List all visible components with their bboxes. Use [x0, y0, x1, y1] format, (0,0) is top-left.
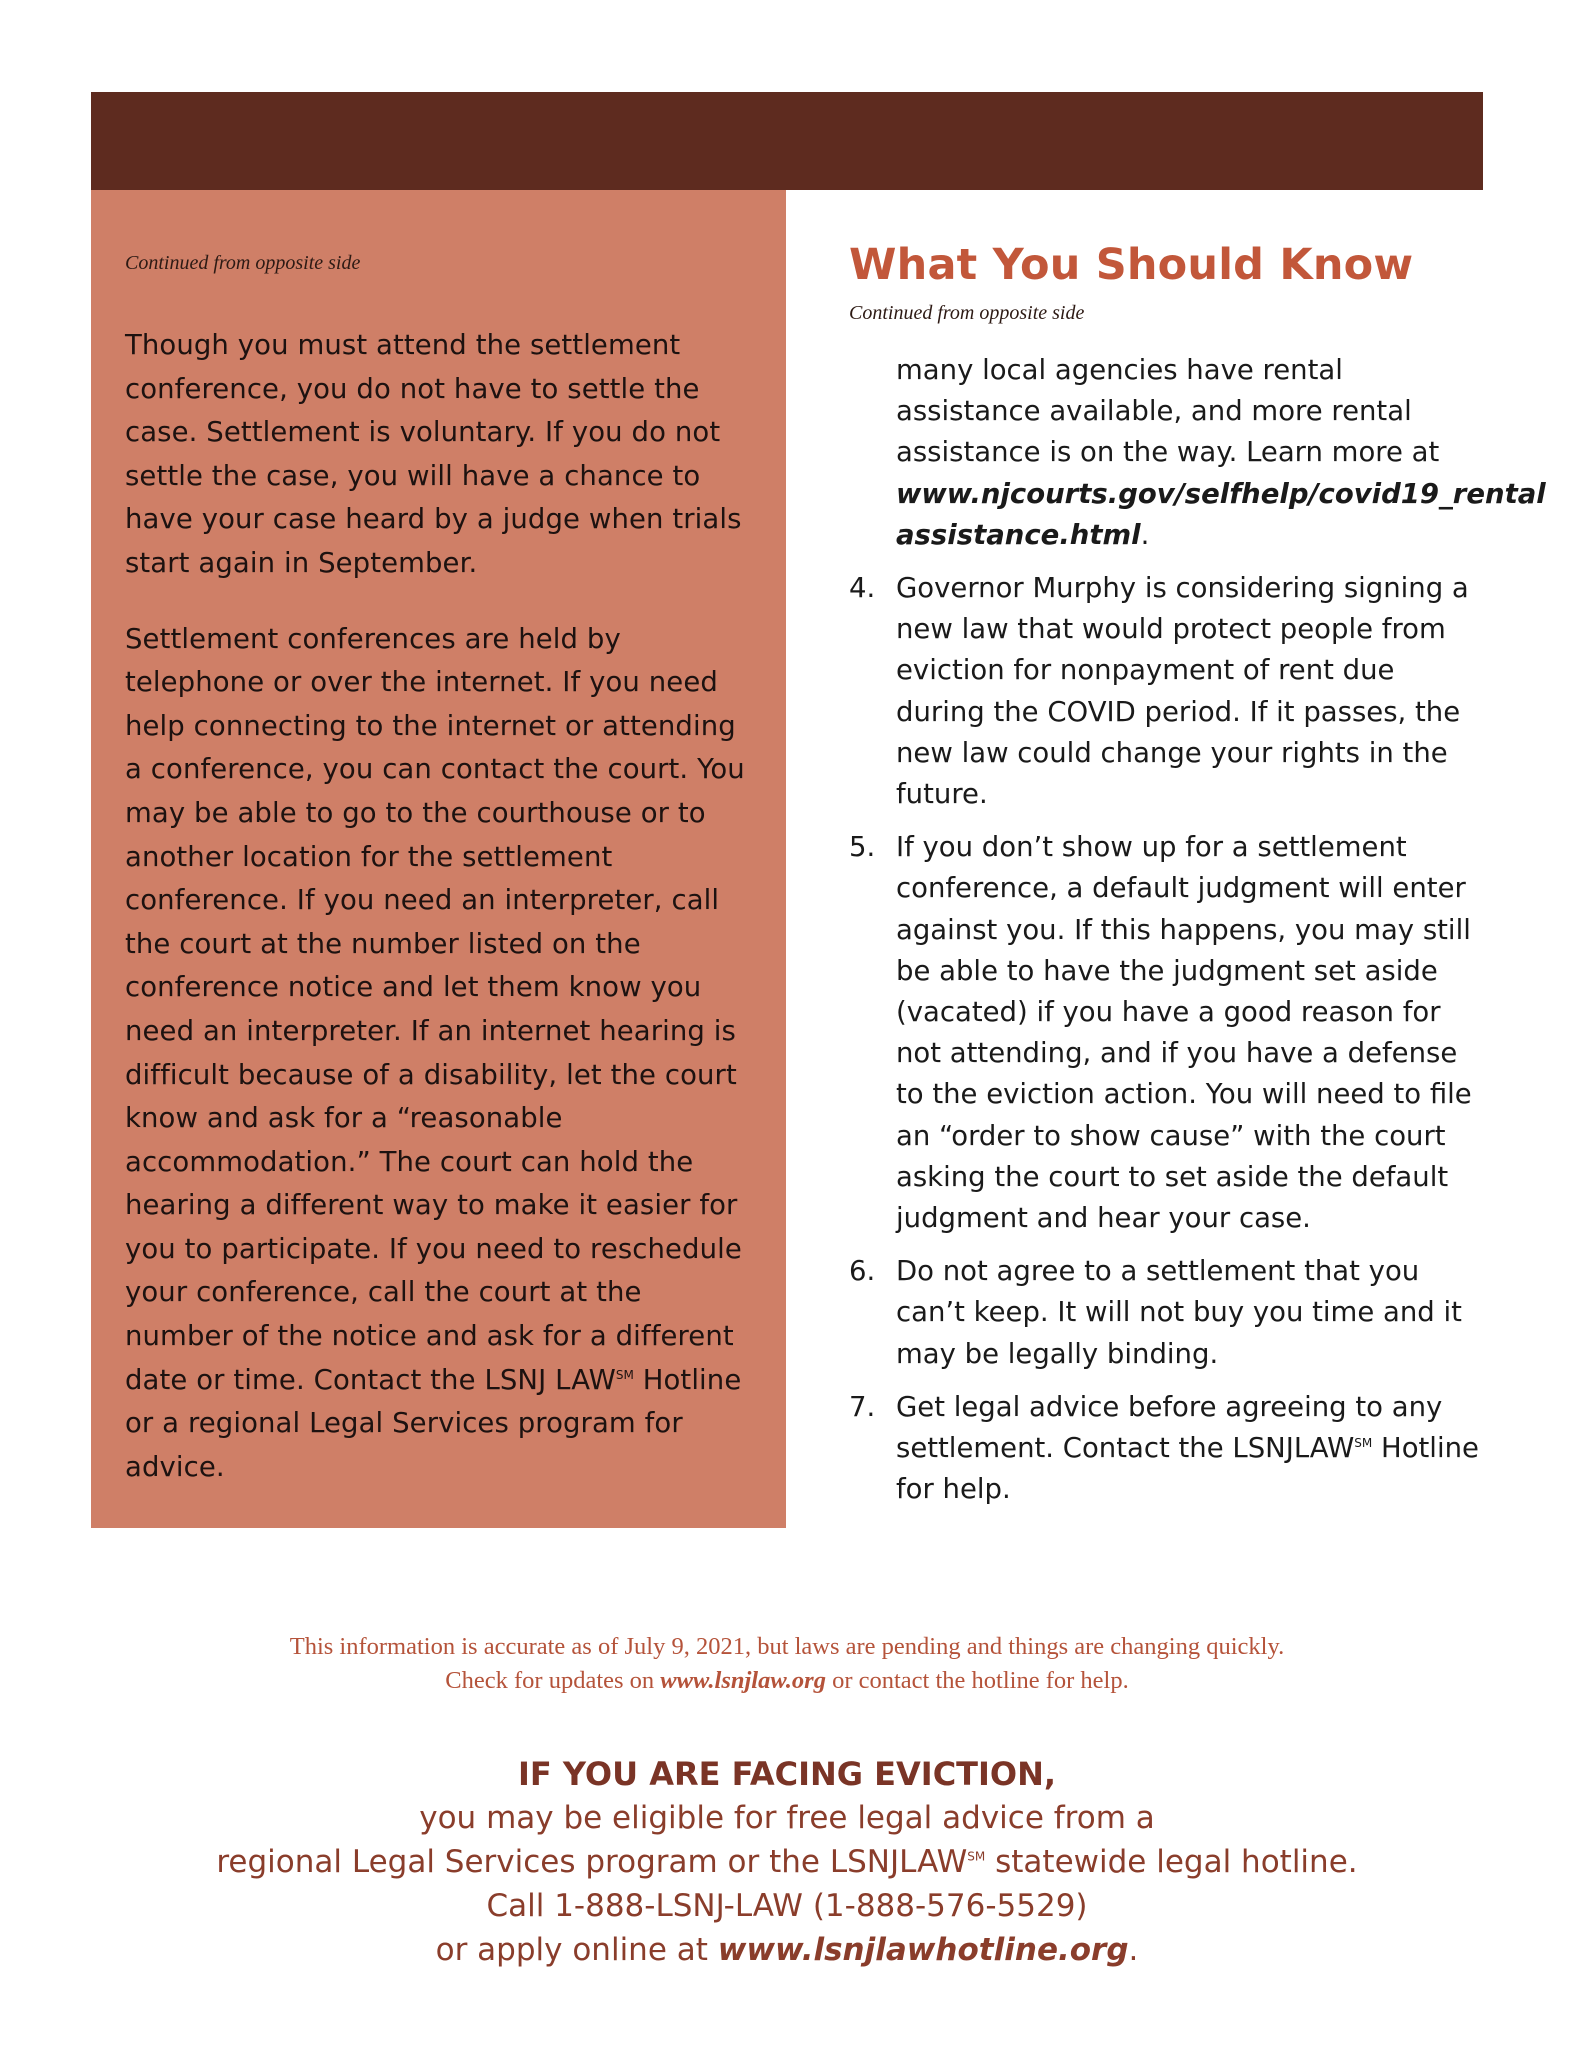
list-number: 5. [849, 831, 876, 864]
list-text-start: Get legal advice before agreeing to any settlement. Contact the LSNJLAW [896, 1390, 1443, 1465]
continued-text: many local agencies have rental assistance available, and more rental assistance is on the way. Learn more at [896, 354, 1440, 469]
conference-text: Settlement conferences are held by telephone or over the internet. If you need help connecting to the internet or attending a conference, you can contact the court. You may be able to go to the courthouse or to another location for the settlement conference. If you need an interpreter, call the court at the number listed on the conference notice and let them know you need an interpreter. If an internet hearing is difficult because of a disability, let the court know and ask for a “reasonable accommodation.” The court can hold the hearing a different way to make it easier for you to participate. If you need to reschedule your conference, call the court at the number of the notice and ask for a different date or time. Contact the LSNJ LAW [125, 622, 745, 1396]
list-text-end: Hotline for help. [896, 1432, 1479, 1506]
hotline-website-link[interactable]: www.lsnjlawhotline.org [717, 1932, 1129, 1968]
list-item [849, 1251, 1489, 1375]
service-mark: SM [967, 1849, 986, 1864]
tips-list [849, 568, 1489, 1510]
footer-phone-line: Call 1-888-LSNJ-LAW (1-888-576-5529) [486, 1888, 1088, 1924]
list-number: 6. [849, 1255, 876, 1288]
footer-line-4 [91, 1928, 1483, 1972]
list-item [849, 1387, 1489, 1511]
list-item [849, 568, 1489, 815]
conference-paragraph [125, 618, 754, 1490]
list-text: If you don’t show up for a settlement conference, a default judgment will enter against you. If this happens, you may still be able to have the judgment set aside (vacated) if you have a good reason for not attending, and if you have a defense to the eviction action. You will need to file an “order to show cause” with the court asking the court to set aside the default judgment and hear your case. [896, 831, 1472, 1235]
footer-line-1: you may be eligible for free legal advice from a [419, 1800, 1155, 1836]
list-text: Do not agree to a settlement that you can’t keep. It will not buy you time and it may be legally binding. [896, 1255, 1462, 1370]
continued-period: . [1140, 518, 1150, 551]
continued-note: Continued from opposite side [849, 302, 1085, 324]
service-mark: SM [1354, 1435, 1373, 1450]
footer-text: regional Legal Services program or the LSNJLAW [216, 1844, 968, 1880]
footer-apply-text: or apply online at [435, 1932, 718, 1968]
list-text: Governor Murphy is considering signing a new law that would protect people from eviction for nonpayment of rent due during the COVID period. If it passes, the new law could change your rights in the future. [896, 572, 1469, 811]
header-bar [91, 92, 1483, 190]
footer-period: . [1128, 1932, 1139, 1968]
list-number: 4. [849, 572, 876, 605]
list-item [849, 827, 1489, 1239]
accuracy-line-1: This information is accurate as of July 9, 2021, but laws are pending and things are changing quickly. [289, 1633, 1285, 1660]
section-title: What You Should Know [849, 240, 1414, 290]
footer-line-2 [91, 1840, 1483, 1884]
njcourts-link[interactable]: www.njcourts.gov/selfhelp/covid19_rental assistance.html [896, 477, 1546, 551]
accuracy-line-2 [91, 1664, 1483, 1698]
left-sidebar-panel [91, 190, 786, 1528]
right-column [849, 240, 1546, 1522]
accuracy-text: Check for updates on [445, 1667, 661, 1694]
service-mark: SM [615, 1367, 634, 1382]
list-number: 7. [849, 1390, 876, 1423]
conference-text-end: Hotline or a regional Legal Services program for advice. [125, 1363, 742, 1483]
footer-callout [91, 1752, 1483, 1972]
footer-heading: IF YOU ARE FACING EVICTION, [517, 1755, 1057, 1793]
accuracy-text-end: or contact the hotline for help. [825, 1667, 1129, 1694]
continued-note: Continued from opposite side [125, 252, 361, 274]
list-text [896, 1387, 1489, 1511]
lsnjlaw-link[interactable]: www.lsnjlaw.org [660, 1667, 826, 1694]
footer-text-end: statewide legal hotline. [985, 1844, 1358, 1880]
continued-paragraph [896, 350, 1546, 556]
accuracy-notice [91, 1630, 1483, 1698]
settlement-paragraph: Though you must attend the settlement conference, you do not have to settle the case. Settlement is voluntary. If you do not settle the case, you will have a chance to have your case heard by a judge when trials start again in September. [125, 329, 742, 579]
